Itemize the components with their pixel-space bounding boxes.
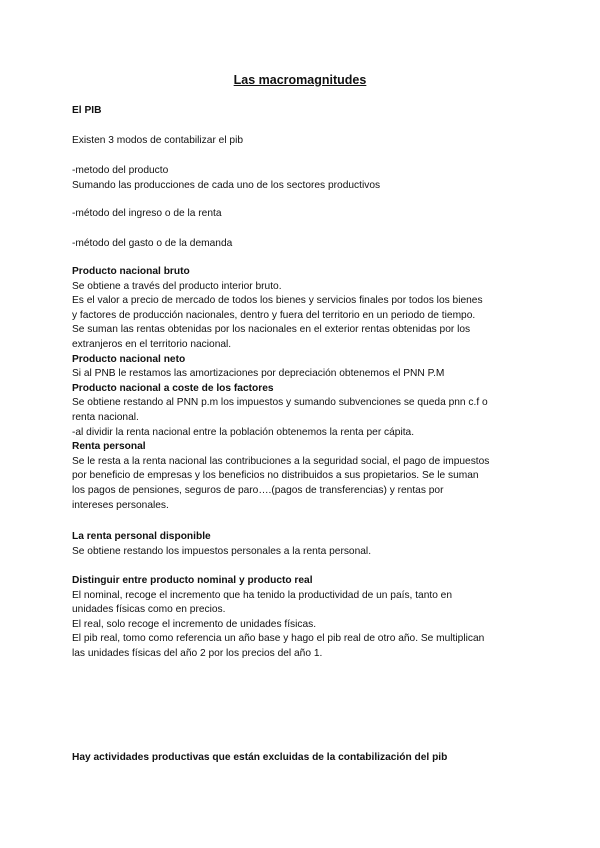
- pnn-heading: Producto nacional neto: [72, 353, 186, 365]
- pnb-line: y factores de producción nacionales, dentro y fuera del territorio en un periodo de tiempo.: [72, 309, 476, 321]
- metodo-gasto: -método del gasto o de la demanda: [72, 238, 233, 249]
- metodo-ingreso-block: [72, 207, 532, 222]
- renta-personal-line: los pagos de pensiones, seguros de paro….(pagos de transferencias) y rentas por: [72, 484, 444, 496]
- pib-heading-block: [72, 104, 532, 119]
- document-title: Las macromagnitudes: [233, 73, 367, 87]
- pnb-heading: Producto nacional bruto: [72, 266, 190, 277]
- pnb-line: Se suman las rentas obtenidas por los nacionales en el exterior rentas obtenidas por los: [72, 324, 471, 336]
- nominal-real-heading: Distinguir entre producto nominal y producto real: [72, 575, 313, 586]
- pncf-line: -al dividir la renta nacional entre la población obtenemos la renta per cápita.: [72, 426, 415, 438]
- main-sections-block: [72, 265, 532, 513]
- metodo-producto-block: [72, 164, 532, 193]
- nominal-real-line: El pib real, tomo como referencia un año base y hago el pib real de otro año. Se multiplican: [72, 633, 485, 645]
- pnb-line: Se obtiene a través del producto interior bruto.: [72, 280, 282, 292]
- intro-block: [72, 134, 532, 149]
- metodo-ingreso: -método del ingreso o de la renta: [72, 208, 222, 219]
- renta-personal-heading: Renta personal: [72, 441, 146, 453]
- metodo-gasto-block: [72, 237, 532, 252]
- nominal-real-block: [72, 574, 532, 662]
- pnb-line: Es el valor a precio de mercado de todos los bienes y servicios finales por todos los bienes: [72, 295, 483, 307]
- renta-personal-line: intereses personales.: [72, 499, 169, 511]
- renta-disponible-heading: La renta personal disponible: [72, 531, 211, 542]
- pnb-line: extranjeros en el territorio nacional.: [72, 338, 232, 350]
- pncf-line: renta nacional.: [72, 411, 139, 423]
- pncf-heading: Producto nacional a coste de los factores: [72, 382, 274, 394]
- nominal-real-line: las unidades físicas del año 2 por los precios del año 1.: [72, 647, 323, 659]
- nominal-real-line: unidades físicas como en precios.: [72, 604, 226, 616]
- excluidas-block: [72, 751, 532, 766]
- nominal-real-line: El nominal, recoge el incremento que ha tenido la productividad de un país, tanto en: [72, 589, 453, 601]
- pnn-line: Si al PNB le restamos las amortizaciones por depreciación obtenemos el PNN P.M: [72, 368, 445, 380]
- pncf-line: Se obtiene restando al PNN p.m los impuestos y sumando subvenciones se queda pnn c.f o: [72, 397, 488, 409]
- pib-heading: El PIB: [72, 105, 102, 116]
- renta-disponible-block: [72, 530, 532, 559]
- metodo-producto: -metodo del producto: [72, 165, 169, 176]
- excluidas-heading: Hay actividades productivas que están excluidas de la contabilización del pib: [72, 752, 448, 763]
- nominal-real-line: El real, solo recoge el incremento de unidades físicas.: [72, 618, 317, 630]
- intro-text: Existen 3 modos de contabilizar el pib: [72, 135, 244, 146]
- metodo-producto-desc: Sumando las producciones de cada uno de los sectores productivos: [72, 179, 381, 191]
- renta-personal-line: por beneficio de empresas y los beneficios no distribuidos a sus propietarios. Se le suman: [72, 470, 479, 482]
- renta-disponible-line: Se obtiene restando los impuestos personales a la renta personal.: [72, 545, 372, 557]
- renta-personal-line: Se le resta a la renta nacional las contribuciones a la seguridad social, el pago de impuestos: [72, 455, 490, 467]
